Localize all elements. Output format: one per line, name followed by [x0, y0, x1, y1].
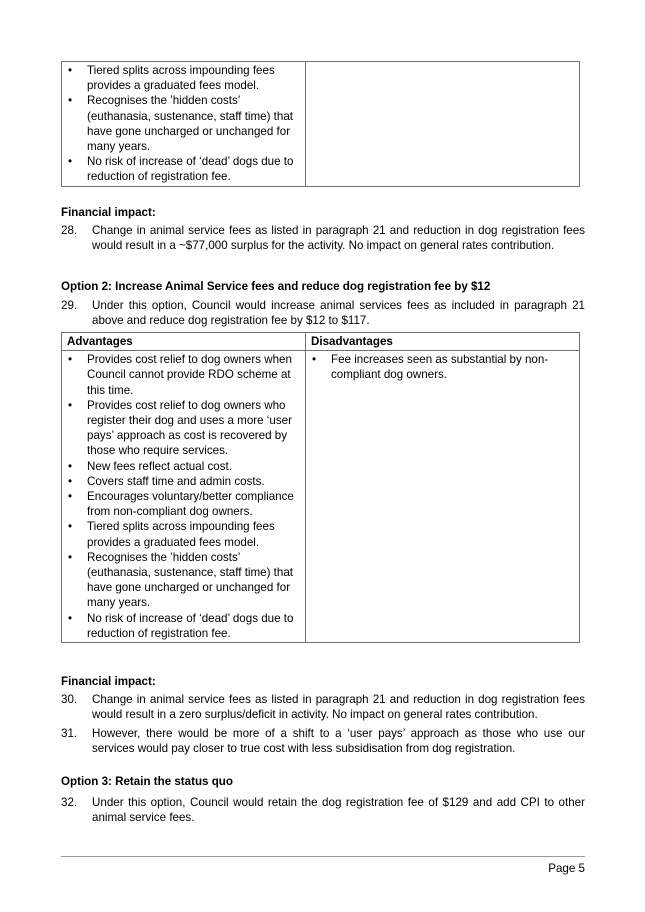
- paragraph-text: Change in animal service fees as listed in paragraph 21 and reduction in dog registration fees would result in a zero surplus/deficit in activity. No impact on general rates contribution.: [92, 693, 585, 722]
- footer-divider: [61, 856, 585, 857]
- option1-table: [61, 61, 580, 187]
- paragraph-text: Under this option, Council would retain the dog registration fee of $129 and add CPI to other animal service fees.: [92, 796, 585, 825]
- page-number: Page 5: [548, 862, 585, 875]
- financial-impact-heading: Financial impact:: [61, 206, 156, 219]
- paragraph-28: [61, 223, 585, 253]
- option2-heading: Option 2: Increase Animal Service fees and reduce dog registration fee by $12: [61, 280, 491, 293]
- paragraph-number: 32.: [61, 796, 78, 809]
- paragraph-text: However, there would be more of a shift to a ‘user pays’ approach as those who use our services would pay closer to true cost with less subsidisation from dog registration.: [92, 727, 585, 756]
- paragraph-number: 31.: [61, 727, 78, 740]
- advantage-item: • Provides cost relief to dog owners who register their dog and uses a more ‘user pays’ approach as cost is recovered by those who require services.: [62, 398, 301, 459]
- disadvantages-cell: [306, 351, 580, 643]
- advantage-item: • Covers staff time and admin costs.: [62, 474, 301, 489]
- disadvantages-header: Disadvantages: [306, 333, 580, 351]
- paragraph-number: 30.: [61, 693, 78, 706]
- advantages-header: Advantages: [62, 333, 306, 351]
- paragraph-29: [61, 298, 585, 328]
- advantage-item: • No risk of increase of ‘dead’ dogs due to reduction of registration fee.: [62, 611, 301, 641]
- paragraph-number: 29.: [61, 299, 78, 312]
- paragraph-text: Under this option, Council would increase animal services fees as included in paragraph 21 above and reduce dog registration fee by $12 to $117.: [92, 299, 585, 328]
- advantages-cell: [62, 351, 306, 643]
- paragraph-text: Change in animal service fees as listed in paragraph 21 and reduction in dog registration fees would result in a ~$77,000 surplus for the activity. No impact on general rates contribution.: [92, 224, 585, 253]
- advantage-item: • New fees reflect actual cost.: [62, 459, 301, 474]
- advantage-item: • Provides cost relief to dog owners when Council cannot provide RDO scheme at this time.: [62, 352, 301, 398]
- paragraph-number: 28.: [61, 224, 78, 237]
- advantage-item: • No risk of increase of ‘dead’ dogs due to reduction of registration fee.: [62, 154, 301, 184]
- advantages-cell: [62, 62, 306, 187]
- paragraph-31: [61, 726, 585, 756]
- advantage-item: • Recognises the ’hidden costs’ (euthanasia, sustenance, staff time) that have gone uncharged or unchanged for many years.: [62, 550, 301, 611]
- paragraph-32: [61, 795, 585, 825]
- option2-table: [61, 332, 580, 643]
- disadvantage-item: • Fee increases seen as substantial by non-compliant dog owners.: [306, 352, 575, 382]
- advantage-item: • Encourages voluntary/better compliance from non-compliant dog owners.: [62, 489, 301, 519]
- advantage-item: • Tiered splits across impounding fees provides a graduated fees model.: [62, 519, 301, 549]
- advantage-item: • Tiered splits across impounding fees provides a graduated fees model.: [62, 63, 301, 93]
- advantage-item: • Recognises the ’hidden costs’ (euthanasia, sustenance, staff time) that have gone uncharged or unchanged for many years.: [62, 93, 301, 154]
- disadvantages-cell: [306, 62, 580, 187]
- financial-impact-heading: Financial impact:: [61, 675, 156, 688]
- option3-heading: Option 3: Retain the status quo: [61, 775, 233, 788]
- paragraph-30: [61, 692, 585, 722]
